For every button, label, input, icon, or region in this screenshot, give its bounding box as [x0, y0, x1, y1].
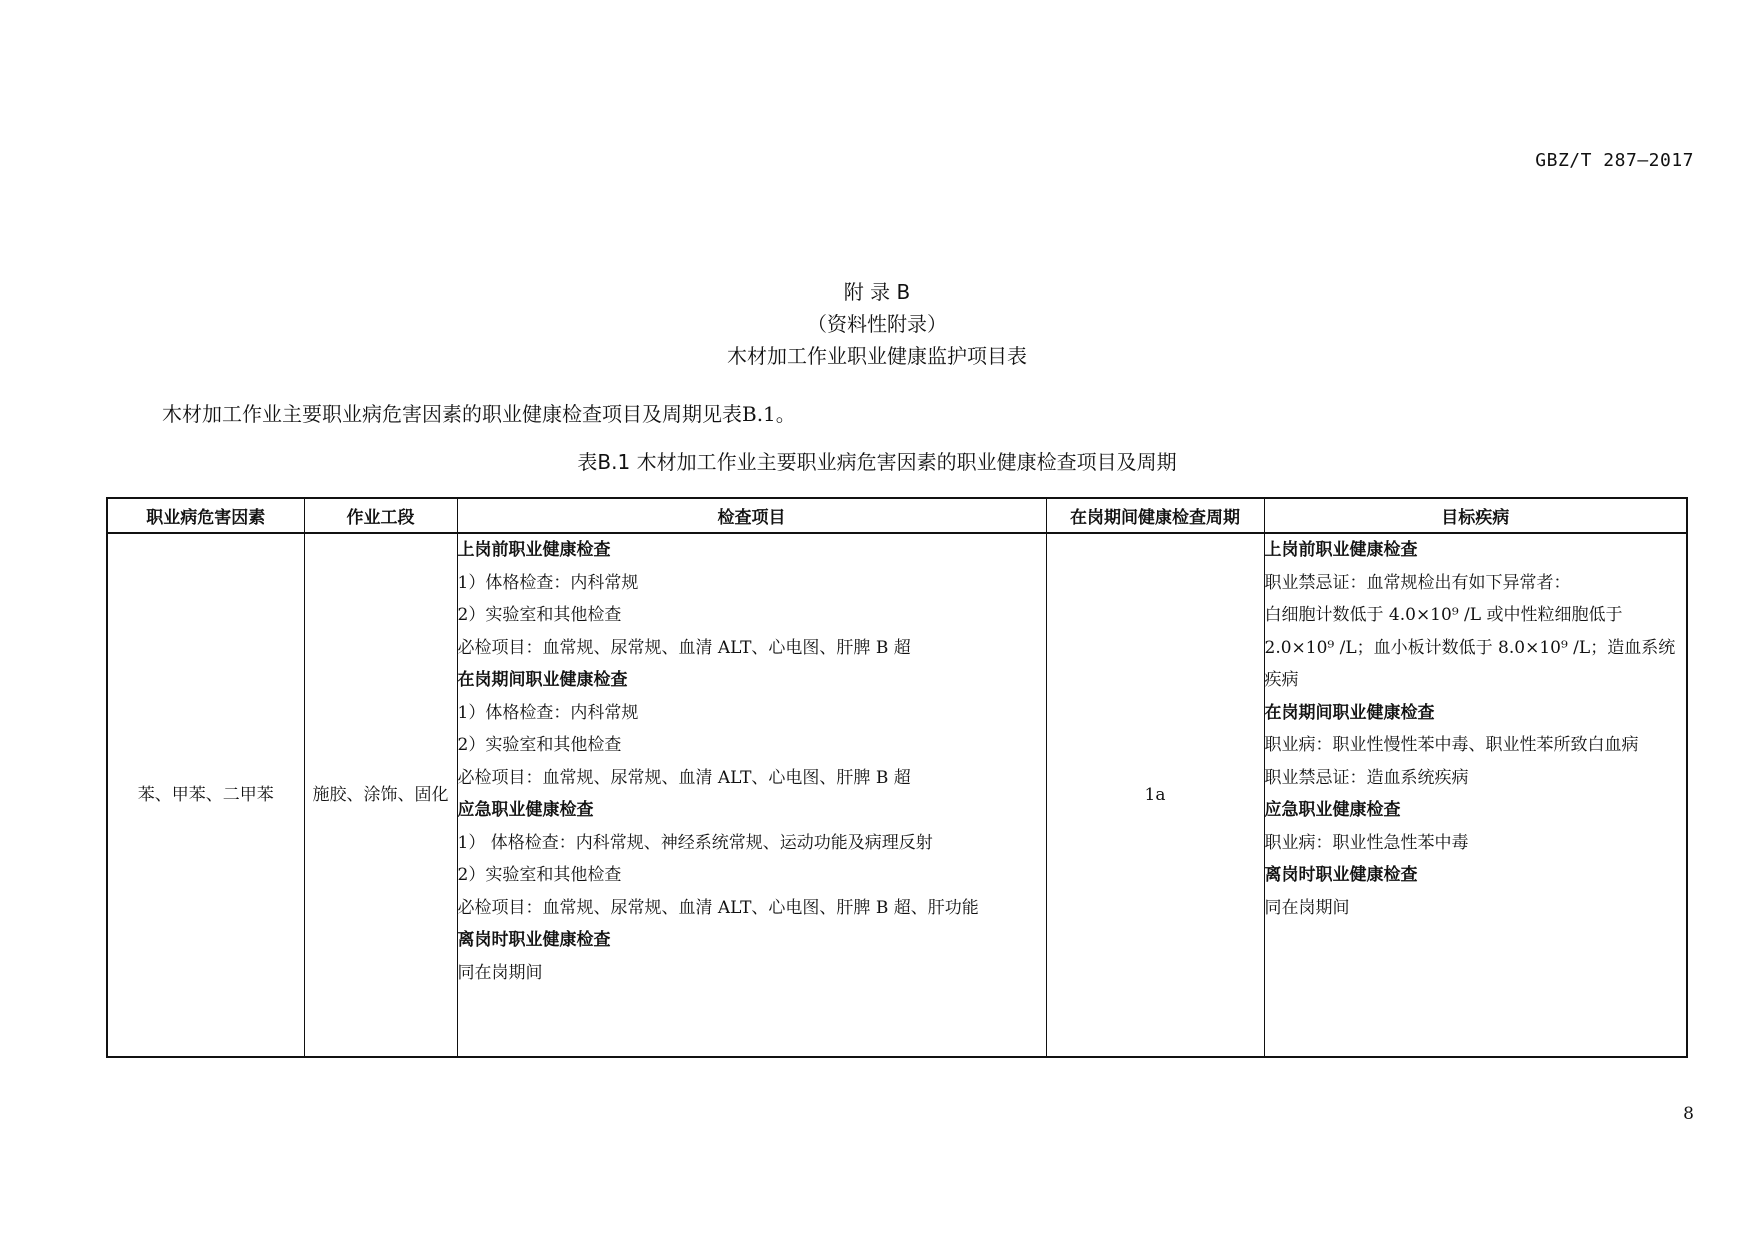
- header-stage: 作业工段: [304, 498, 457, 533]
- item-line: 必检项目：血常规、尿常规、血清 ALT、心电图、肝脾 B 超: [457, 637, 911, 658]
- cell-factor: 苯、甲苯、二甲苯: [107, 533, 304, 1057]
- disease-line: 职业病：职业性慢性苯中毒、职业性苯所致白血病: [1264, 735, 1639, 755]
- item-line: 2）实验室和其他检查: [457, 735, 622, 755]
- table-row: [107, 533, 1687, 1057]
- items-heading-emergency: 应急职业健康检查: [457, 800, 594, 820]
- disease-line: 职业禁忌证：造血系统疾病: [1264, 767, 1469, 788]
- cell-diseases: [1264, 533, 1687, 1057]
- cell-stage: 施胶、涂饰、固化: [304, 533, 457, 1057]
- item-line: 1）体格检查：内科常规: [457, 702, 639, 723]
- item-line: 2）实验室和其他检查: [457, 605, 622, 625]
- item-line: 必检项目：血常规、尿常规、血清 ALT、心电图、肝脾 B 超: [457, 767, 911, 788]
- header-items: 检查项目: [457, 498, 1046, 533]
- disease-line: 职业病：职业性急性苯中毒: [1264, 832, 1469, 853]
- items-heading-leave: 离岗时职业健康检查: [457, 930, 611, 950]
- item-line: 1） 体格检查：内科常规、神经系统常规、运动功能及病理反射: [457, 832, 933, 853]
- appendix-title: 木材加工作业职业健康监护项目表: [727, 344, 1027, 368]
- standard-code: GBZ/T 287—2017: [1535, 150, 1694, 171]
- page-number: 8: [1683, 1104, 1694, 1124]
- appendix-heading: [0, 276, 1754, 372]
- header-diseases: 目标疾病: [1264, 498, 1687, 533]
- header-period: 在岗期间健康检查周期: [1046, 498, 1264, 533]
- cell-period: 1a: [1046, 533, 1264, 1057]
- disease-line: 职业禁忌证：血常规检出有如下异常者：: [1264, 572, 1571, 593]
- disease-line: 同在岗期间: [1264, 897, 1350, 918]
- diseases-heading-leave: 离岗时职业健康检查: [1264, 865, 1418, 885]
- diseases-heading-pre: 上岗前职业健康检查: [1264, 540, 1418, 560]
- disease-line: 白细胞计数低于 4.0×10⁹ /L 或中性粒细胞低于 2.0×10⁹ /L；血小板计数低于 8.0×10⁹ /L；造血系统疾病: [1264, 605, 1676, 690]
- table-header-row: [107, 498, 1687, 533]
- appendix-label: 附 录 B: [843, 280, 911, 304]
- item-line: 2）实验室和其他检查: [457, 865, 622, 885]
- item-line: 同在岗期间: [457, 962, 543, 983]
- item-line: 必检项目：血常规、尿常规、血清 ALT、心电图、肝脾 B 超、肝功能: [457, 897, 979, 918]
- items-heading-pre: 上岗前职业健康检查: [457, 540, 611, 560]
- intro-paragraph: 木材加工作业主要职业病危害因素的职业健康检查项目及周期见表B.1。: [162, 402, 796, 426]
- table-caption: 表B.1 木材加工作业主要职业病危害因素的职业健康检查项目及周期: [577, 450, 1177, 474]
- appendix-nature: （资料性附录）: [807, 312, 947, 336]
- item-line: 1）体格检查：内科常规: [457, 572, 639, 593]
- diseases-heading-emergency: 应急职业健康检查: [1264, 800, 1401, 820]
- health-monitoring-table: [106, 497, 1688, 1058]
- header-factor: 职业病危害因素: [107, 498, 304, 533]
- diseases-heading-on: 在岗期间职业健康检查: [1264, 702, 1435, 723]
- items-heading-on: 在岗期间职业健康检查: [457, 670, 628, 690]
- cell-items: [457, 533, 1046, 1057]
